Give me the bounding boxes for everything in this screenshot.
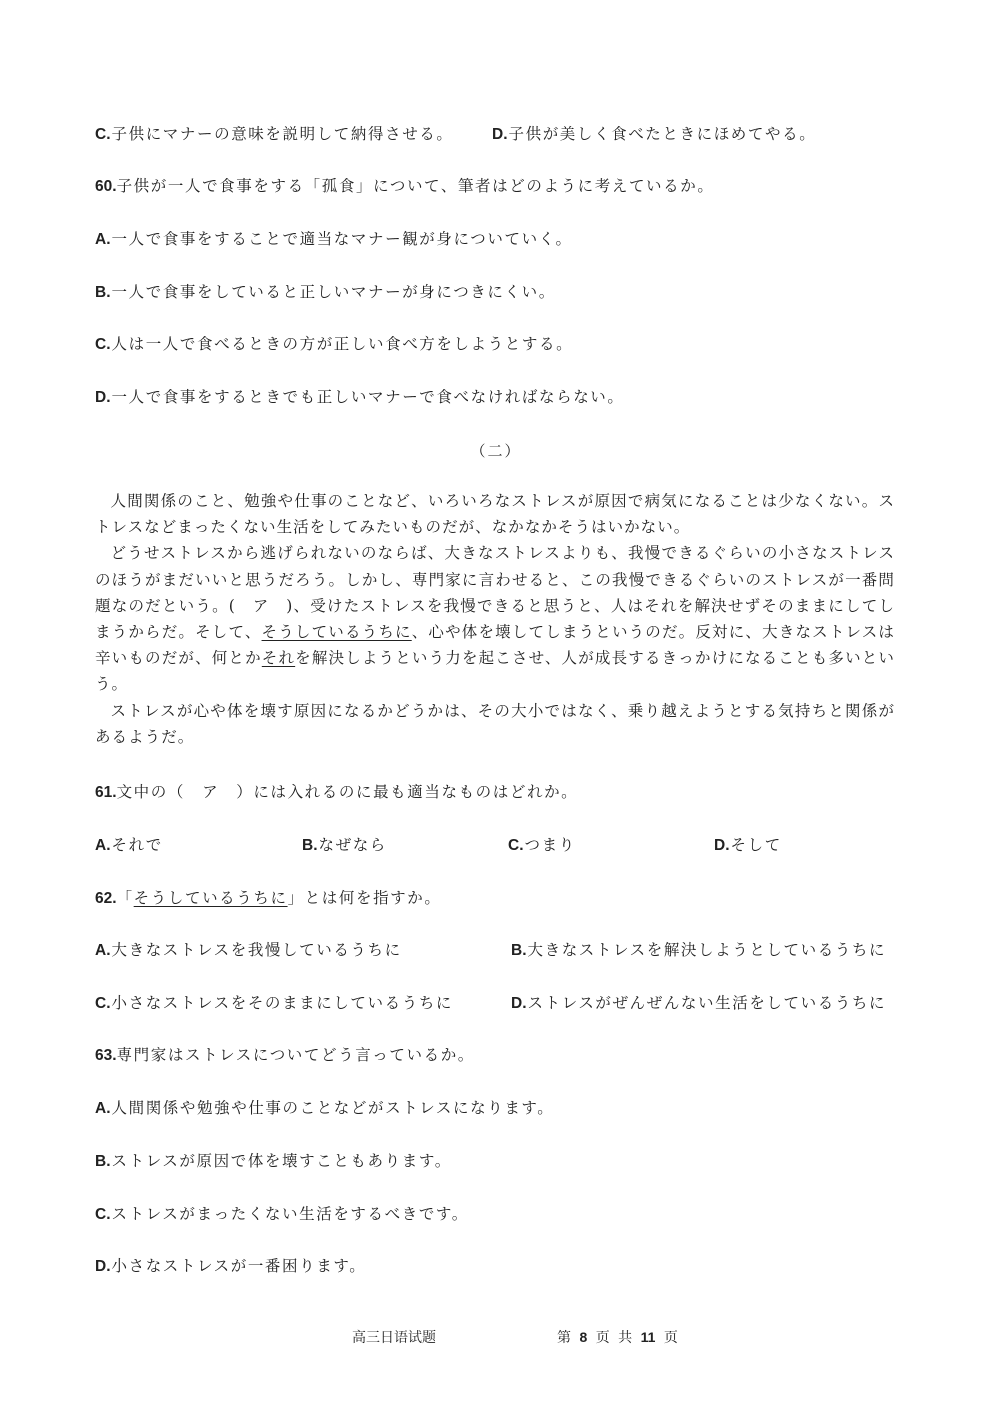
option-text: そして [730,836,782,854]
option-text: 一人で食事をしていると正しいマナーが身につきにくい。 [111,283,556,301]
option-text: ストレスがまったくない生活をするべきです。 [111,1205,469,1223]
option-text: なぜなら [318,836,387,854]
q63-option-a [95,1098,554,1119]
option-label: A. [95,1100,111,1117]
option-label: C. [95,1206,111,1223]
q62-option-c [95,993,453,1014]
option-label: A. [95,231,111,248]
question-number: 62. [95,890,117,907]
question-text: 文中の（ ア ）には入れるのに最も適当なものはどれか。 [116,783,579,801]
option-label: C. [95,995,111,1012]
underlined-phrase: そうしているうちに [133,889,288,907]
option-text: 一人で食事をすることで適当なマナー観が身についていく。 [111,230,573,248]
passage-paragraph-1: 人間関係のこと、勉強や仕事のことなど、いろいろなストレスが原因で病気になることは少なくない。ストレスなどまったくない生活をしてみたいものだが、なかなかそうはいかない。 [95,492,895,537]
q61-option-c [508,835,576,856]
reading-passage [95,488,895,750]
option-text: 小さなストレスをそのままにしているうちに [111,994,454,1012]
q63-stem [95,1045,475,1066]
option-label: C. [95,126,111,143]
question-number: 63. [95,1047,117,1064]
section-title: （二） [470,442,522,460]
q59-option-c [95,124,454,145]
option-label: D. [714,837,730,854]
q61-option-d [714,835,782,856]
q61-option-b [302,835,387,856]
q63-option-c [95,1204,469,1225]
underlined-phrase: そうしているうちに [261,623,412,642]
underlined-word: それ [261,649,296,668]
question-text: 子供が一人で食事をする「孤食」について、筆者はどのように考えているか。 [116,177,715,195]
option-label: C. [95,336,111,353]
q60-option-a [95,229,573,250]
q63-option-d [95,1256,366,1277]
passage-paragraph-2: どうせストレスから逃げられないのならば、大きなストレスよりも、我慢できるぐらいの小さなストレスのほうがまだいいと思うだろう。しかし、専門家に言わせると、この我慢できるぐらいのストレスが一番問題なのだという。( ア )、受けたストレスを我慢できると思うと、人はそれを解決せずそのままにしてしまうからだ。そして、そうしているうちに、心や体を壊してしまうというのだ。反対に、大きなストレスは辛いものだが、何とかそれを解決しようという力を起こさせ、人が成長するきっかけになることも多いという。 [95,544,895,694]
q60-option-b [95,282,556,303]
option-text: つまり [524,836,576,854]
option-label: A. [95,942,111,959]
q61-option-a [95,835,163,856]
q60-option-c [95,334,573,355]
passage-paragraph-3: ストレスが心や体を壊す原因になるかどうかは、その大小ではなく、乗り越えようとする気持ちと関係があるようだ。 [95,701,895,746]
option-text: 人は一人で食べるときの方が正しい食べ方をしようとする。 [111,335,574,353]
option-text: 大きなストレスを解決しようとしているうちに [527,941,887,959]
option-text: それで [111,836,163,854]
option-label: D. [95,389,111,406]
option-label: C. [508,837,524,854]
q63-option-b [95,1151,452,1172]
option-text: 子供にマナーの意味を説明して納得させる。 [111,125,454,143]
q59-option-d [492,124,816,145]
question-number: 61. [95,784,117,801]
q62-option-b [511,940,886,961]
option-label: B. [302,837,318,854]
option-label: D. [95,1258,111,1275]
option-label: B. [511,942,527,959]
option-text: ストレスが原因で体を壊すこともあります。 [111,1152,452,1170]
footer-page-number: 第 8 页 共 11 页 [557,1329,678,1346]
q60-option-d [95,387,625,408]
option-text: 人間関係や勉強や仕事のことなどがストレスになります。 [111,1099,555,1117]
question-number: 60. [95,178,117,195]
option-text: 子供が美しく食べたときにほめてやる。 [508,125,817,143]
option-label: B. [95,284,111,301]
option-label: D. [511,995,527,1012]
q61-stem [95,782,578,803]
question-text: 専門家はストレスについてどう言っているか。 [116,1046,475,1064]
footer-title: 高三日语试题 [352,1330,436,1346]
q62-option-a [95,940,402,961]
q60-stem [95,176,714,197]
option-label: A. [95,837,111,854]
option-text: 一人で食事をするときでも正しいマナーで食べなければならない。 [111,388,625,406]
option-text: 大きなストレスを我慢しているうちに [111,941,402,959]
option-label: D. [492,126,508,143]
option-label: B. [95,1153,111,1170]
option-text: 小さなストレスが一番困ります。 [111,1257,367,1275]
q62-stem: 62.「そうしているうちに」とは何を指すか。 [95,889,442,907]
option-text: ストレスがぜんぜんない生活をしているうちに [527,994,887,1012]
q62-option-d [511,993,886,1014]
